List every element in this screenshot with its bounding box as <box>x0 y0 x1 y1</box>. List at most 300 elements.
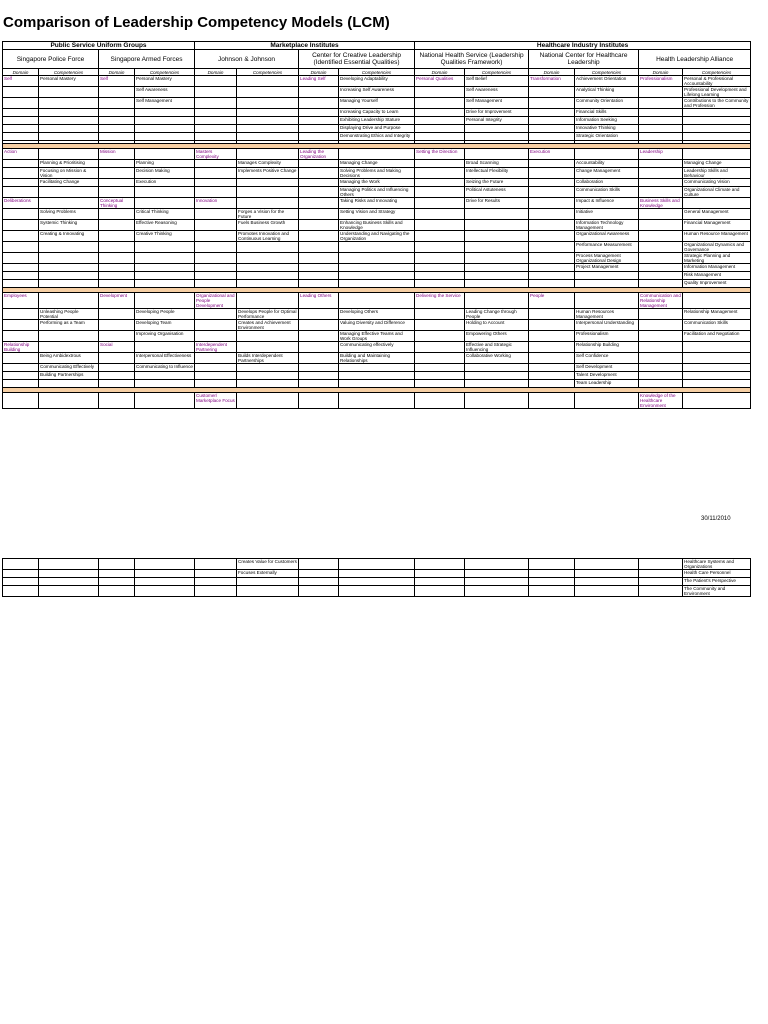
table-row <box>3 393 751 409</box>
competency-cell <box>683 149 751 160</box>
competency-cell: Taking Risks and Innovating <box>339 198 415 209</box>
domain-cell <box>195 320 237 331</box>
competency-cell <box>237 117 299 125</box>
competency-cell <box>465 559 529 570</box>
competency-cell: Communicating effectively <box>339 342 415 353</box>
competency-cell: Being Ambidextrous <box>39 353 99 364</box>
domain-cell: Interdependent Partnering <box>195 342 237 353</box>
organization-header: Singapore Armed Forces <box>99 50 195 69</box>
domain-cell <box>415 231 465 242</box>
domain-cell <box>529 264 575 272</box>
domain-cell <box>639 253 683 264</box>
domain-cell: Business Skills and Knowledge <box>639 198 683 209</box>
domain-cell <box>639 179 683 187</box>
domain-cell <box>3 98 39 109</box>
competency-cell <box>465 149 529 160</box>
domain-cell <box>415 133 465 141</box>
competency-cell <box>135 578 195 586</box>
table-row <box>3 320 751 331</box>
competency-cell: Developing People <box>135 309 195 320</box>
competency-cell <box>339 372 415 380</box>
domain-cell <box>99 117 135 125</box>
domain-header: Domain <box>529 69 575 76</box>
domain-cell <box>99 253 135 264</box>
table-row <box>3 198 751 209</box>
domain-cell <box>639 559 683 570</box>
domain-cell <box>3 393 39 409</box>
competency-cell <box>465 393 529 409</box>
domain-cell: Organizational and People Development <box>196 293 235 308</box>
competency-cell <box>39 559 99 570</box>
competency-cell: Communicating to Influence <box>135 364 195 372</box>
competency-cell <box>237 372 299 380</box>
domain-cell <box>299 98 339 109</box>
competency-cell <box>135 117 195 125</box>
competency-cell <box>465 293 529 309</box>
domain-cell <box>3 372 39 380</box>
competency-cell <box>465 570 529 578</box>
competency-cell <box>135 253 195 264</box>
competency-cell: Accountability <box>575 160 639 168</box>
competency-cell: Change Management <box>575 168 639 179</box>
domain-cell <box>299 320 339 331</box>
table-row <box>3 109 751 117</box>
competency-cell <box>465 272 529 280</box>
competency-cell: Implements Positive Change <box>237 168 299 179</box>
competency-cell: Systemic Thinking <box>39 220 99 231</box>
domain-cell <box>99 331 135 342</box>
competency-cell: Financial Management <box>683 220 751 231</box>
domain-cell <box>415 220 465 231</box>
domain-cell <box>415 586 465 597</box>
domain-cell <box>195 331 237 342</box>
competency-cell <box>39 117 99 125</box>
domain-cell <box>99 242 135 253</box>
domain-cell <box>195 586 237 597</box>
competency-cell <box>237 578 299 586</box>
competency-cell <box>237 393 299 409</box>
domain-cell <box>99 320 135 331</box>
competency-cell: Performing as a Team <box>39 320 99 331</box>
competency-cell: Human Resource Management <box>683 231 751 242</box>
domain-cell <box>529 253 575 264</box>
competencies-header: Competencies <box>683 69 751 76</box>
competency-cell: Communicating Effectively <box>39 364 99 372</box>
table-row <box>3 578 751 586</box>
domain-cell <box>3 133 39 141</box>
competency-cell <box>39 253 99 264</box>
domain-cell <box>3 586 39 597</box>
competency-cell: Interpersonal Effectiveness <box>135 353 195 364</box>
domain-cell <box>195 76 237 87</box>
competency-cell <box>135 264 195 272</box>
competency-cell: Managing Politics and Influencing Others <box>339 187 415 198</box>
domain-cell <box>3 331 39 342</box>
competency-cell: General Management <box>683 209 751 220</box>
competency-cell <box>339 586 415 597</box>
competency-cell: Fuels Business Growth <box>237 220 299 231</box>
competency-cell <box>339 380 415 388</box>
competency-cell: Facilitating Change <box>39 179 99 187</box>
competency-cell: Managing the Work <box>339 179 415 187</box>
domain-cell <box>529 353 575 364</box>
domain-cell <box>639 280 683 288</box>
domain-cell <box>529 98 575 109</box>
domain-cell <box>299 380 339 388</box>
competency-cell <box>237 76 299 87</box>
competency-cell: Valuing Diversity and Difference <box>339 320 415 331</box>
domain-cell <box>99 586 135 597</box>
competency-cell: Critical Thinking <box>135 209 195 220</box>
domain-cell <box>99 133 135 141</box>
competency-cell <box>39 125 99 133</box>
competency-cell <box>135 242 195 253</box>
domain-cell <box>639 364 683 372</box>
competency-cell <box>237 342 299 353</box>
domain-cell <box>639 209 683 220</box>
competency-cell: Healthcare Systems and Organizations <box>683 559 751 570</box>
competency-cell <box>465 133 529 141</box>
table-row <box>3 586 751 597</box>
competency-cell <box>135 280 195 288</box>
competency-cell: Information Technology Management <box>575 220 639 231</box>
competency-cell <box>339 264 415 272</box>
competency-cell <box>683 198 751 209</box>
competency-cell <box>135 380 195 388</box>
competency-cell <box>575 570 639 578</box>
domain-cell <box>639 133 683 141</box>
domain-cell <box>299 160 339 168</box>
domain-cell <box>3 87 39 98</box>
domain-cell <box>529 372 575 380</box>
competency-cell: Facilitation and Negotiation <box>683 331 751 342</box>
competency-cell: Enhancing Business Skills and Knowledge <box>339 220 415 231</box>
domain-cell <box>299 372 339 380</box>
competency-cell: Self Confidence <box>575 353 639 364</box>
domain-cell: Leadership <box>639 149 683 160</box>
domain-cell <box>415 242 465 253</box>
competency-cell: Communicating Vision <box>683 179 751 187</box>
domain-cell <box>99 160 135 168</box>
competency-cell <box>339 393 415 409</box>
competency-cell: Drive for Improvement <box>465 109 529 117</box>
competency-cell: Self Development <box>575 364 639 372</box>
competency-cell: Self Management <box>135 98 195 109</box>
domain-cell <box>3 380 39 388</box>
domain-cell <box>195 280 237 288</box>
competency-cell: Understanding and Navigating the Organization <box>339 231 415 242</box>
domain-cell <box>529 280 575 288</box>
competency-cell: The Community and Environment <box>683 586 751 597</box>
organization-header-row <box>3 50 751 69</box>
domain-cell <box>529 220 575 231</box>
domain-cell <box>99 109 135 117</box>
competency-cell <box>39 187 99 198</box>
competency-cell: Communication Skills <box>683 320 751 331</box>
competency-cell <box>39 149 99 160</box>
table-row <box>3 133 751 141</box>
domain-cell <box>529 160 575 168</box>
competency-cell: Financial Skills <box>575 109 639 117</box>
competency-cell: Holding to Account <box>465 320 529 331</box>
competency-cell <box>237 253 299 264</box>
domain-cell <box>3 160 39 168</box>
domain-cell <box>529 309 575 320</box>
table-row <box>3 168 751 179</box>
domain-cell <box>639 578 683 586</box>
competency-cell: Performance Measurement <box>575 242 639 253</box>
domain-cell <box>99 364 135 372</box>
document-date: 30/11/2010 <box>701 516 731 522</box>
competency-cell <box>339 578 415 586</box>
competency-cell: Manages Complexity <box>237 160 299 168</box>
domain-cell <box>415 117 465 125</box>
competency-cell: Relationship Management <box>683 309 751 320</box>
domain-header: Domain <box>195 69 237 76</box>
competency-cell: Forges a Vision for the Future <box>237 209 299 220</box>
domain-cell <box>195 109 237 117</box>
domain-cell <box>639 331 683 342</box>
competency-cell <box>339 149 415 160</box>
table-row <box>3 353 751 364</box>
domain-cell <box>639 242 683 253</box>
competency-cell <box>339 570 415 578</box>
competency-cell: Interpersonal Understanding <box>575 320 639 331</box>
domain-cell <box>3 168 39 179</box>
competency-cell: Focuses Externally <box>237 570 299 578</box>
domain-cell <box>3 320 39 331</box>
competency-cell <box>465 364 529 372</box>
competency-cell <box>683 393 751 409</box>
table-row <box>3 87 751 98</box>
domain-cell <box>195 133 237 141</box>
table-row <box>3 117 751 125</box>
domain-cell <box>3 242 39 253</box>
domain-cell <box>99 570 135 578</box>
domain-cell <box>195 264 237 272</box>
domain-cell: Leading Self <box>299 76 339 87</box>
domain-cell <box>299 342 339 353</box>
competency-cell <box>683 133 751 141</box>
competency-cell <box>683 117 751 125</box>
competency-cell <box>339 242 415 253</box>
domain-cell: Employees <box>3 293 39 309</box>
domain-cell <box>529 242 575 253</box>
competency-cell: Builds Interdependent Partnerships <box>237 353 299 364</box>
domain-cell <box>639 342 683 353</box>
table-row <box>3 125 751 133</box>
table-row <box>3 209 751 220</box>
domain-cell <box>299 109 339 117</box>
domain-cell <box>639 109 683 117</box>
competency-cell <box>683 342 751 353</box>
domain-cell: Self <box>3 76 39 87</box>
domain-cell <box>299 353 339 364</box>
competency-cell: Self Belief <box>465 76 529 87</box>
competency-cell: Personal Mastery <box>39 76 99 87</box>
domain-cell <box>99 264 135 272</box>
domain-cell <box>299 559 339 570</box>
competencies-header: Competencies <box>237 69 299 76</box>
domain-cell <box>99 179 135 187</box>
competency-cell <box>135 149 195 160</box>
domain-cell <box>99 280 135 288</box>
competency-cell <box>465 586 529 597</box>
domain-cell <box>195 179 237 187</box>
competency-cell <box>575 578 639 586</box>
competency-cell <box>135 293 195 309</box>
competency-cell: Developing Adaptability <box>339 76 415 87</box>
competency-cell <box>465 372 529 380</box>
domain-cell: Masters Complexity <box>195 149 237 160</box>
domain-cell <box>529 179 575 187</box>
domain-cell <box>415 179 465 187</box>
competency-cell: Communication Skills <box>575 187 639 198</box>
domain-cell <box>299 125 339 133</box>
domain-cell <box>195 253 237 264</box>
competency-cell <box>135 109 195 117</box>
table-row <box>3 293 751 309</box>
competency-cell <box>39 264 99 272</box>
domain-cell <box>415 380 465 388</box>
domain-cell <box>415 320 465 331</box>
competency-cell <box>135 586 195 597</box>
domain-cell <box>529 342 575 353</box>
competency-cell: Leadership Skills and Behaviour <box>683 168 751 179</box>
domain-cell <box>99 559 135 570</box>
competency-cell: Managing Yourself <box>339 98 415 109</box>
domain-cell <box>3 179 39 187</box>
competency-cell <box>683 293 751 309</box>
domain-cell <box>3 117 39 125</box>
domain-cell <box>299 242 339 253</box>
competency-cell: Organizational Awareness <box>575 231 639 242</box>
competency-cell: Political Astuteness <box>465 187 529 198</box>
domain-header: Domain <box>415 69 465 76</box>
domain-cell <box>195 160 237 168</box>
competency-cell <box>683 109 751 117</box>
domain-cell <box>99 372 135 380</box>
competency-cell <box>39 87 99 98</box>
competency-cell <box>339 272 415 280</box>
table-row <box>3 76 751 87</box>
domain-cell <box>529 125 575 133</box>
table-row <box>3 242 751 253</box>
domain-cell <box>639 168 683 179</box>
domain-cell <box>415 280 465 288</box>
domain-cell <box>195 578 237 586</box>
domain-cell <box>529 393 575 409</box>
domain-cell: Relationship Building <box>3 342 39 353</box>
domain-cell <box>529 331 575 342</box>
competency-cell <box>575 293 639 309</box>
competency-cell <box>135 372 195 380</box>
competency-cell: Quality Improvement <box>683 280 751 288</box>
domain-cell <box>299 309 339 320</box>
domain-cell: Professionalism <box>639 76 683 87</box>
competency-cell: Planning <box>135 160 195 168</box>
group-header: Marketplace Institutes <box>195 42 415 50</box>
domain-cell <box>3 280 39 288</box>
competency-cell <box>237 133 299 141</box>
competency-cell: Unleashing People Potential <box>39 309 99 320</box>
table-row <box>3 272 751 280</box>
domain-cell <box>299 280 339 288</box>
competency-cell: Analytical Thinking <box>575 87 639 98</box>
domain-cell <box>639 160 683 168</box>
competency-cell: Project Management <box>575 264 639 272</box>
domain-cell: Transformation <box>529 76 575 87</box>
domain-cell <box>299 586 339 597</box>
group-header: Healthcare Industry Institutes <box>415 42 751 50</box>
competency-cell: Personal Integrity <box>465 117 529 125</box>
competency-cell <box>39 198 99 209</box>
competency-cell: Personal Mastery <box>135 76 195 87</box>
competency-cell <box>39 242 99 253</box>
competency-cell: Decision Making <box>135 168 195 179</box>
domain-cell <box>415 209 465 220</box>
group-header: Public Service Uniform Groups <box>3 42 195 50</box>
competency-cell <box>39 280 99 288</box>
competency-cell <box>465 380 529 388</box>
domain-cell <box>99 187 135 198</box>
domain-cell <box>3 109 39 117</box>
competency-cell <box>237 293 299 309</box>
competency-cell <box>575 272 639 280</box>
competency-cell <box>465 242 529 253</box>
domain-cell <box>3 578 39 586</box>
domain-cell <box>195 87 237 98</box>
competency-cell <box>39 393 99 409</box>
competency-cell: Information Management <box>683 264 751 272</box>
domain-cell <box>639 125 683 133</box>
competency-cell <box>237 242 299 253</box>
competency-cell: Increasing Self Awareness <box>339 87 415 98</box>
domain-cell <box>529 198 575 209</box>
domain-cell <box>299 133 339 141</box>
domain-cell: Action <box>3 149 39 160</box>
domain-cell <box>99 125 135 133</box>
competency-cell <box>237 331 299 342</box>
competency-cell: Exhibiting Leadership Stature <box>339 117 415 125</box>
domain-cell <box>3 264 39 272</box>
domain-cell <box>415 559 465 570</box>
competency-cell: Managing Change <box>339 160 415 168</box>
organization-header: Health Leadership Alliance <box>639 50 751 69</box>
domain-cell: Leading Others <box>299 293 339 309</box>
competency-cell <box>135 133 195 141</box>
domain-cell <box>3 570 39 578</box>
competencies-header: Competencies <box>135 69 195 76</box>
domain-cell <box>3 253 39 264</box>
competency-cell: Human Resources Management <box>575 309 639 320</box>
competency-cell <box>39 109 99 117</box>
competency-cell: Execution <box>135 179 195 187</box>
domain-cell: Development <box>99 293 135 309</box>
domain-cell <box>195 125 237 133</box>
table-row <box>3 187 751 198</box>
domain-cell: Knowledge of the Healthcare Environment <box>639 393 683 409</box>
competencies-header: Competencies <box>339 69 415 76</box>
domain-cell <box>639 220 683 231</box>
competency-cell <box>135 272 195 280</box>
competency-cell <box>135 187 195 198</box>
domain-cell <box>415 160 465 168</box>
competency-cell <box>237 149 299 160</box>
competency-cell: Leading Change through People <box>465 309 529 320</box>
domain-cell <box>529 168 575 179</box>
domain-cell <box>99 168 135 179</box>
